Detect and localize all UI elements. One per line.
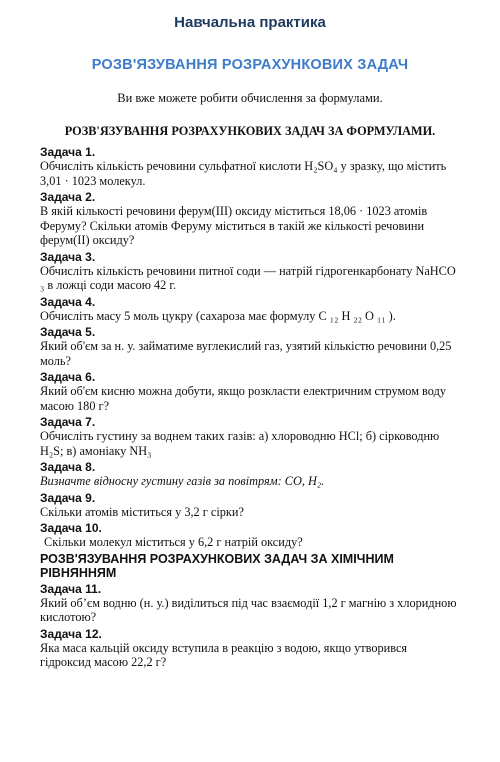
task-1 — [40, 145, 460, 188]
task-text: Скільки молекул міститься у 6,2 г натрій оксиду? — [44, 535, 303, 549]
task-6 — [40, 370, 460, 413]
task-list-equations — [40, 582, 460, 670]
task-list-formulas — [40, 145, 460, 550]
page-title: РОЗВ'ЯЗУВАННЯ РОЗРАХУНКОВИХ ЗАДАЧ — [91, 57, 409, 73]
subject-header: Навчальна практика — [174, 14, 326, 31]
section-heading-formulas: РОЗВ'ЯЗУВАННЯ РОЗРАХУНКОВИХ ЗАДАЧ ЗА ФОРМУЛАМИ. — [64, 124, 436, 138]
task-text: Обчисліть масу 5 моль цукру (сахароза має формулу C ₁₂ H ₂₂ O ₁₁ ). — [40, 308, 396, 323]
task-label: Задача 2. — [40, 190, 96, 204]
task-label: Задача 12. — [40, 626, 102, 641]
task-text: В якій кількості речовини ферум(ІІІ) оксиду міститься 18,06 · 1023 атомів Феруму? Скільки атомів Феруму міститься в такій же кількості речовини ферум(ІІ) оксиду? — [40, 204, 428, 247]
task-text: Який об'єм кисню можна добути, якщо розкласти електричним струмом воду масою 180 г? — [40, 384, 446, 413]
task-text: Визначте відносну густину газів за повітрям: CO, H₂. — [40, 474, 325, 488]
task-label: Задача 3. — [40, 249, 96, 264]
task-10 — [40, 521, 460, 550]
task-label: Задача 10. — [40, 521, 102, 535]
task-text: Обчисліть густину за воднем таких газів: а) хлороводню HCl; б) сірководню H₂S; в) амоніаку NH₃ — [40, 429, 440, 458]
task-label: Задача 9. — [40, 490, 96, 505]
task-text: Яка маса кальцій оксиду вступила в реакцію з водою, якщо утворився гідроксид масою 22,2 г? — [40, 640, 408, 669]
task-2 — [40, 190, 460, 248]
task-text: Обчисліть кількість речовини сульфатної кислоти H₂SO₄ у зразку, що містить 3,01 · 1023 молекул. — [40, 159, 447, 188]
task-label: Задача 8. — [40, 460, 96, 474]
task-label: Задача 7. — [40, 415, 96, 429]
task-label: Задача 5. — [40, 325, 96, 339]
task-8 — [40, 460, 460, 489]
task-text: Який об’єм водню (н. у.) виділиться під час взаємодії 1,2 г магнію з хлоридною кислотою? — [40, 595, 457, 624]
task-7 — [40, 415, 460, 458]
task-label: Задача 11. — [40, 581, 102, 596]
task-label: Задача 4. — [40, 294, 96, 309]
task-9 — [40, 491, 460, 520]
task-text: Обчисліть кількість речовини питної соди — натрій гідрогенкарбонату NaHCO ₃ в ложці соди масою 42 г. — [40, 263, 456, 292]
task-3 — [40, 250, 460, 293]
task-12 — [40, 627, 460, 670]
section-heading-equations: РОЗВ'ЯЗУВАННЯ РОЗРАХУНКОВИХ ЗАДАЧ ЗА ХІМІЧНИМ РІВНЯННЯМ — [40, 551, 394, 580]
task-text: Скільки атомів міститься у 3,2 г сірки? — [40, 504, 244, 519]
task-11 — [40, 582, 460, 625]
task-label: Задача 6. — [40, 370, 96, 384]
task-label: Задача 1. — [40, 145, 96, 159]
task-text: Який об'єм за н. у. займатиме вуглекислий газ, узятий кількістю речовини 0,25 моль? — [40, 339, 452, 368]
task-5 — [40, 325, 460, 368]
intro-text: Ви вже можете робити обчислення за формулами. — [117, 91, 383, 105]
task-4 — [40, 295, 460, 324]
